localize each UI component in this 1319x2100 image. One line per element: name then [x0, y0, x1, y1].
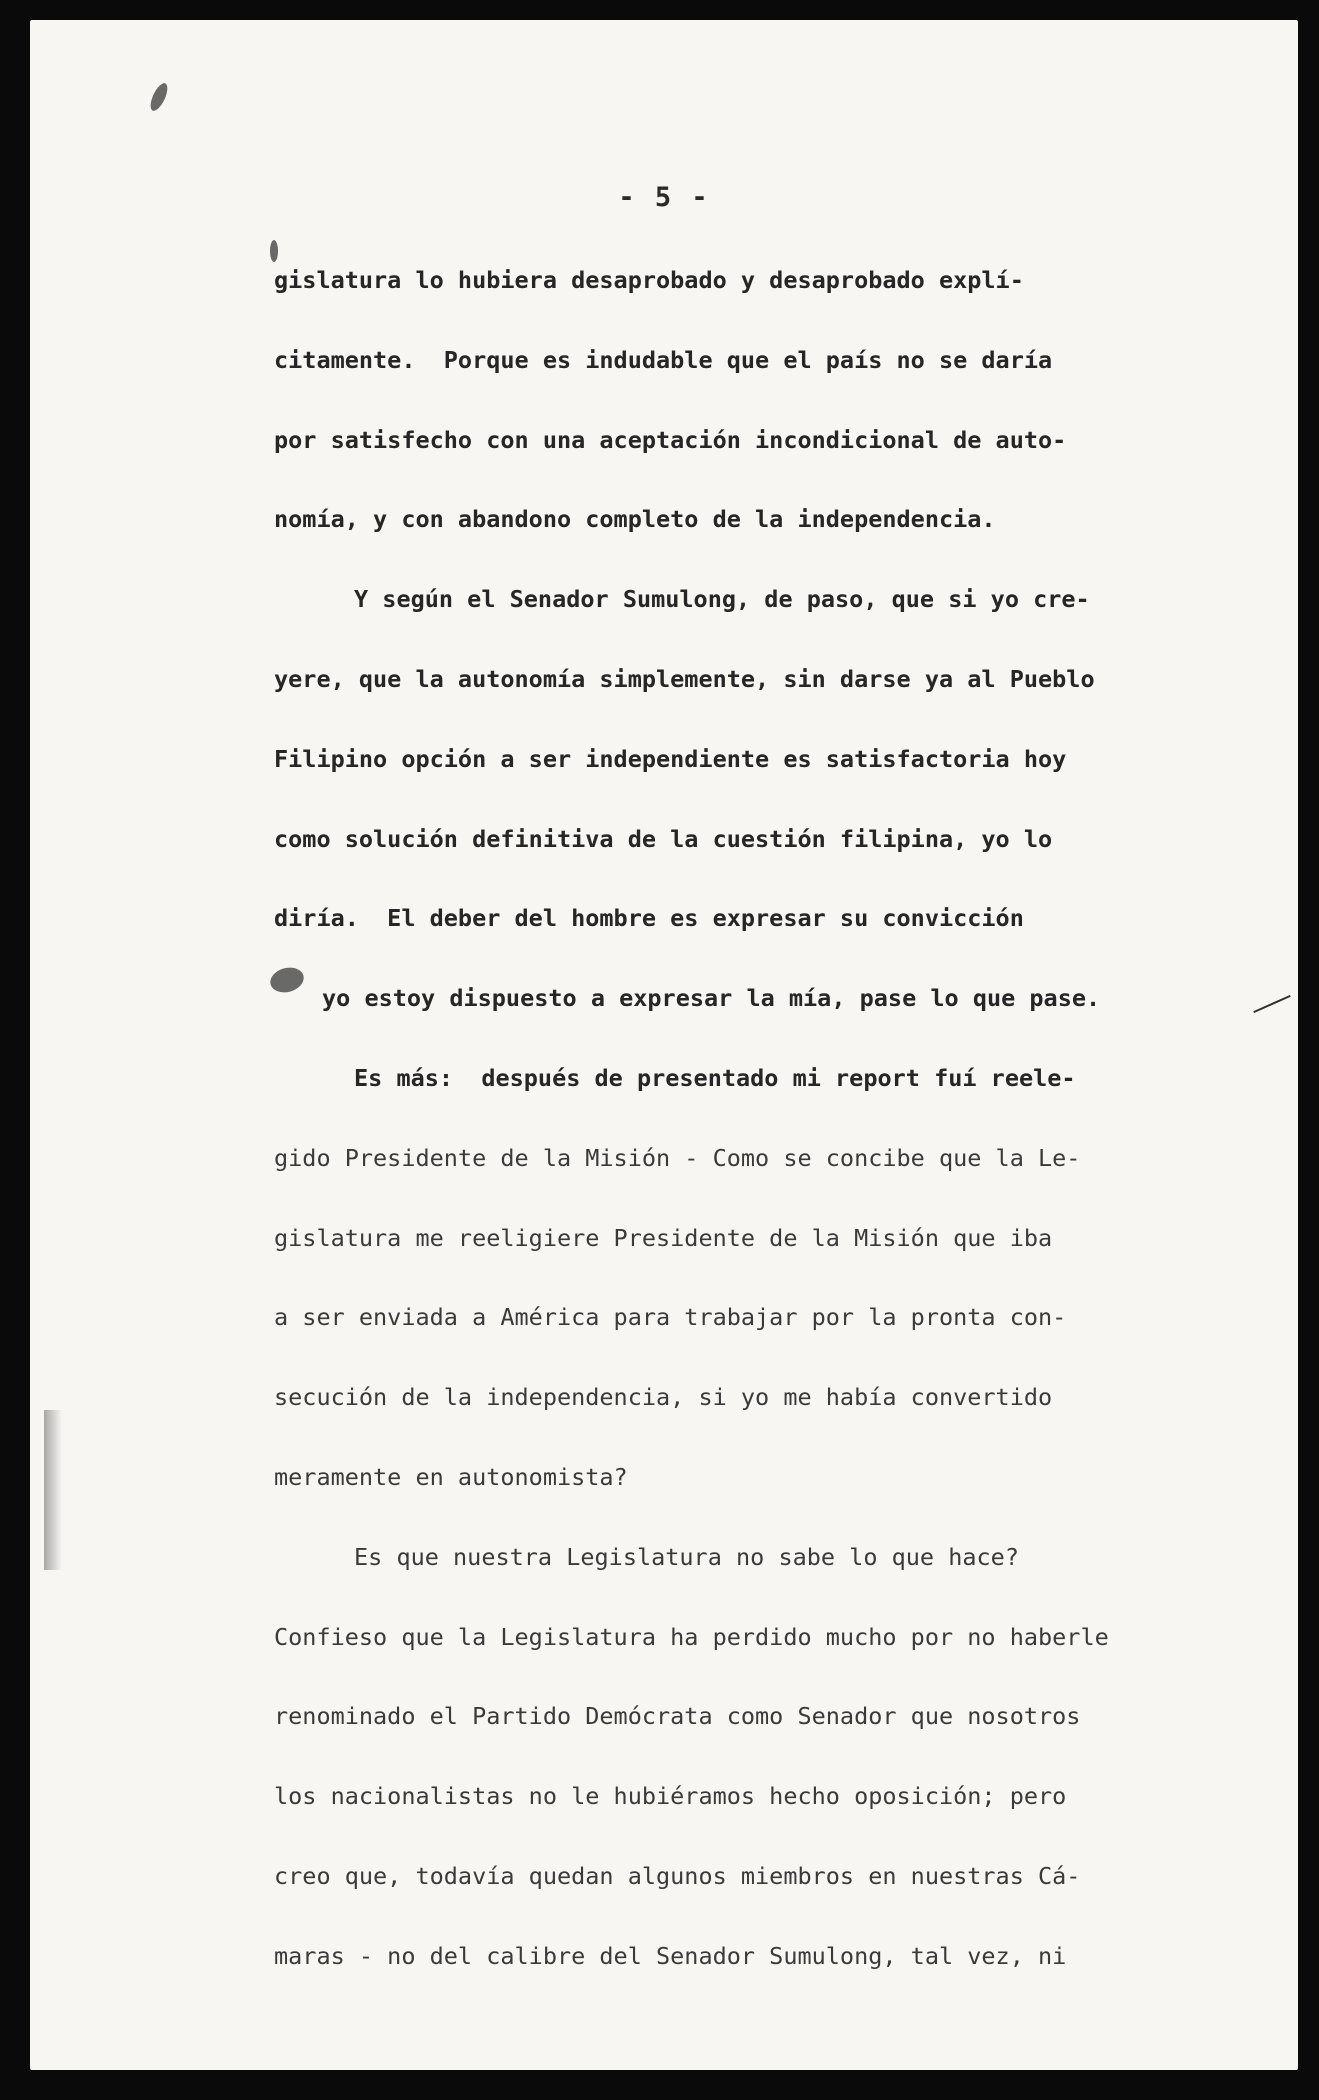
text-line-4: nomía, y con abandono completo de la independencia. [274, 505, 996, 534]
text-line-8: como solución definitiva de la cuestión filipina, yo lo [274, 824, 1053, 853]
text-line-2: citamente. Porque es indudable que el país no se daría [274, 345, 1053, 374]
ink-smudge-left-margin [270, 240, 278, 262]
typed-body-text [274, 260, 1234, 2016]
text-line-13: gislatura me reeligiere Presidente de la Misión que iba [274, 1223, 1053, 1252]
text-line-10: yo estoy dispuesto a expresar la mía, pase lo que pase. [322, 984, 1101, 1013]
text-line-12: gido Presidente de la Misión - Como se concibe que la Le- [274, 1143, 1081, 1172]
text-line-20: los nacionalistas no le hubiéramos hecho oposición; pero [274, 1782, 1067, 1811]
text-line-9: diría. El deber del hombre es expresar su convicción [274, 904, 1024, 933]
text-line-3: por satisfecho con una aceptación incondicional de auto- [274, 425, 1067, 454]
text-line-22: maras - no del calibre del Senador Sumulong, tal vez, ni [274, 1941, 1067, 1970]
document-sheet [30, 20, 1298, 2070]
text-line-21: creo que, todavía quedan algunos miembros en nuestras Cá- [274, 1861, 1081, 1890]
text-line-19: renominado el Partido Demócrata como Senador que nosotros [274, 1702, 1081, 1731]
text-line-6: yere, que la autonomía simplemente, sin darse ya al Pueblo [274, 664, 1095, 693]
margin-pencil-mark [1253, 995, 1290, 1013]
scan-edge-noise [44, 1410, 62, 1570]
ink-smudge-top [147, 81, 171, 113]
text-line-1: gislatura lo hubiera desaprobado y desaprobado explí- [274, 266, 1024, 294]
text-line-17: Es que nuestra Legislatura no sabe lo que hace? [354, 1542, 1019, 1571]
text-line-5: Y según el Senador Sumulong, de paso, que si yo cre- [354, 585, 1090, 614]
text-line-15: secución de la independencia, si yo me había convertido [274, 1383, 1053, 1412]
text-line-14: a ser enviada a América para trabajar por la pronta con- [274, 1303, 1067, 1332]
text-line-11: Es más: después de presentado mi report fuí reele- [354, 1063, 1076, 1092]
page-number: - 5 - [618, 182, 710, 213]
text-line-16: meramente en autonomista? [274, 1462, 628, 1491]
text-line-18: Confieso que la Legislatura ha perdido mucho por no haberle [274, 1622, 1109, 1651]
text-line-7: Filipino opción a ser independiente es satisfactoria hoy [274, 744, 1067, 773]
